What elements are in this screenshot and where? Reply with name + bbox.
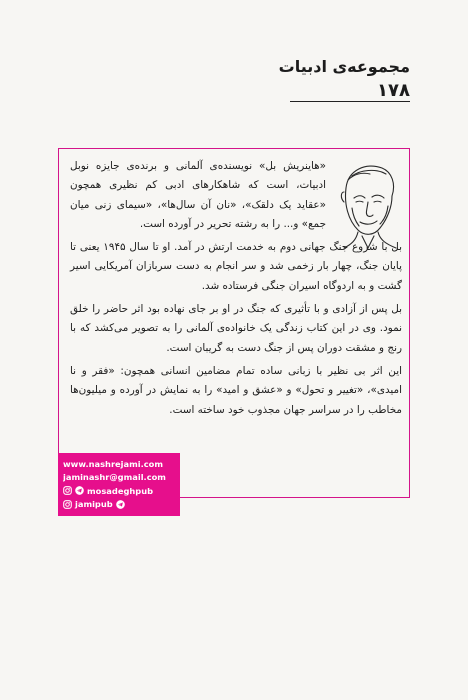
instagram-icon: [63, 486, 72, 495]
series-block: [250, 56, 410, 102]
handle-2-text: jamipub: [75, 499, 113, 510]
bio-paragraph-4: این اثر بی نظیر با زبانی ساده تمام مضامین انسانی همچون: «فقر و نا امیدی»، «تغییر و تحول» و «عشق و امید» را به نمایش در آورده و میلیون‌ها مخاطب را در سراسر جهان مجذوب خود ساخته است.: [70, 364, 402, 416]
contact-box: [58, 453, 180, 516]
bio-paragraph-2: بل با شروع جنگ جهانی دوم به خدمت ارتش در آمد. او تا سال ۱۹۴۵ یعنی تا پایان جنگ، چهار بار زخمی شد و سر انجام به دست سربازان آمریکایی اسیر گشت و به اردوگاه اسیران جنگی فرستاده شد.: [70, 241, 402, 292]
instagram-icon: [63, 500, 72, 509]
bio-paragraph-1: «هاینریش بل» نویسنده‌ی آلمانی و برنده‌ی جایزه نوبل ادبیات، است که شاهکارهای ادبی کم نظیری همچون «عقاید یک دلقک»، «نان آن سال‌ها»، «سیمای زنی میان جمع» و... را به رشته تحریر در آورده است.: [70, 160, 326, 230]
email-link[interactable]: [63, 471, 175, 485]
handle-1-text: mosadeghpub: [87, 485, 154, 496]
email-text: jaminashr@gmail.com: [63, 472, 166, 483]
series-rule: [290, 101, 410, 102]
series-title: مجموعه‌ی ادبیات: [278, 57, 410, 76]
author-bio: [70, 157, 402, 424]
telegram-icon: [116, 500, 125, 509]
website-link[interactable]: [63, 457, 175, 471]
telegram-icon: [75, 486, 84, 495]
bio-paragraph-3: بل پس از آزادی و با تأثیری که جنگ در او بر جای نهاده بود اثر حاضر را خلق نمود. وی در این کتاب زندگی یک خانواده‌ی آلمانی را به تصویر می‌کشد که با رنج و مشقت دوران پس از جنگ دست به گریبان است.: [70, 303, 402, 354]
social-handle-2[interactable]: [63, 498, 175, 512]
social-handle-1[interactable]: [63, 484, 175, 498]
series-number: ۱۷۸: [377, 80, 410, 101]
website-text: www.nashrejami.com: [63, 458, 164, 469]
